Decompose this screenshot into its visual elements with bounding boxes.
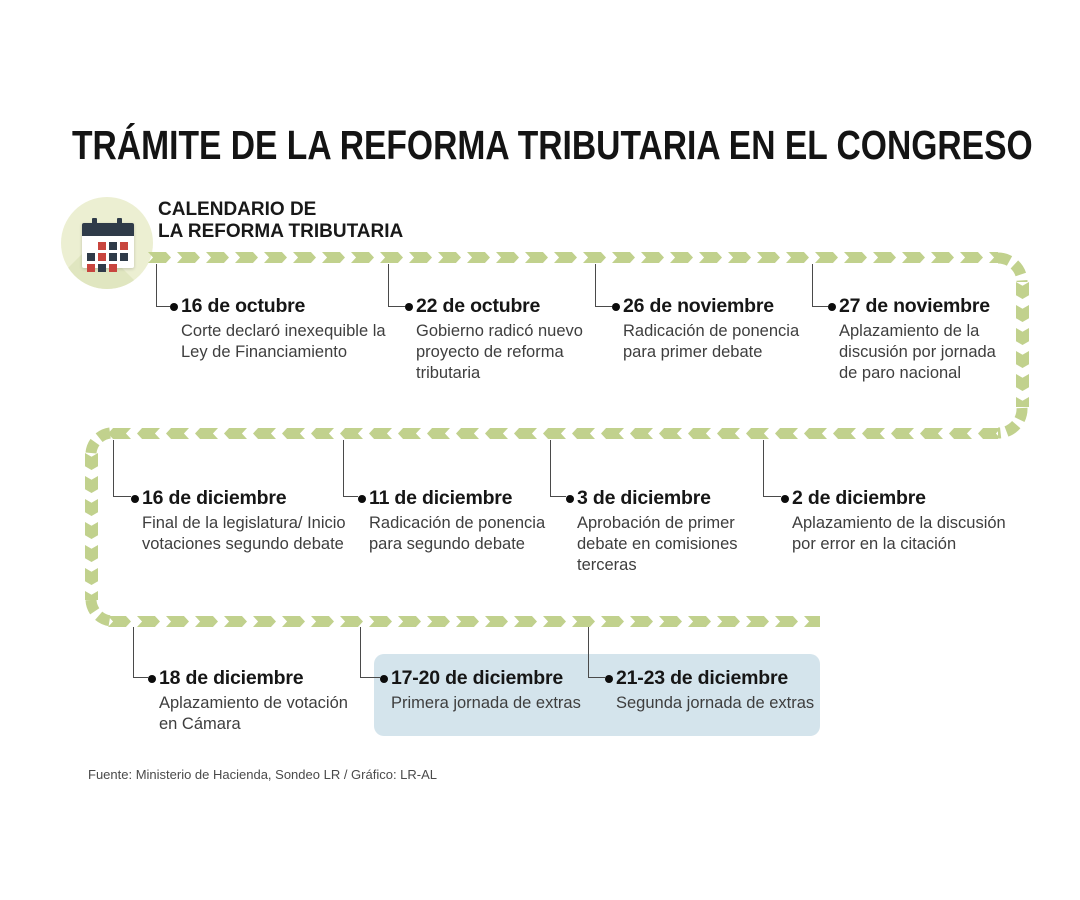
item-description: Final de la legislatura/ Inicio votaciones segundo debate — [142, 514, 346, 553]
item-date: 21-23 de diciembre — [616, 667, 788, 689]
timeline-item-27-noviembre — [828, 295, 1017, 384]
timeline-item-11-diciembre — [358, 487, 564, 555]
bullet-dot — [170, 303, 178, 311]
connector-line — [388, 264, 405, 307]
item-description: Radicación de ponencia para primer debate — [623, 322, 800, 361]
item-description: Aprobación de primer debate en comisiones terceras — [577, 514, 738, 574]
timeline-item-26-noviembre — [612, 295, 818, 363]
item-date: 16 de diciembre — [142, 487, 287, 509]
legend-label-line2: LA REFORMA TRIBUTARIA — [158, 221, 404, 242]
bullet-dot — [148, 675, 156, 683]
item-description: Primera jornada de extras — [391, 694, 581, 712]
timeline-item-16-diciembre — [131, 487, 347, 555]
item-date: 18 de diciembre — [159, 667, 304, 689]
connector-line — [595, 264, 612, 307]
item-description: Aplazamiento de la discusión por jornada de paro nacional — [839, 322, 996, 382]
item-description: Aplazamiento de la discusión por error en la citación — [792, 514, 1006, 553]
item-date: 3 de diciembre — [577, 487, 711, 509]
timeline-item-18-diciembre — [148, 667, 364, 735]
calendar-icon — [61, 197, 153, 289]
item-date: 22 de octubre — [416, 295, 541, 317]
timeline-item-2-diciembre — [781, 487, 1024, 555]
item-date: 16 de octubre — [181, 295, 306, 317]
bullet-dot — [358, 495, 366, 503]
bullet-dot — [781, 495, 789, 503]
item-date: 27 de noviembre — [839, 295, 990, 317]
calendar-header — [82, 223, 134, 236]
timeline-item-3-diciembre — [566, 487, 757, 576]
legend-label-line1: CALENDARIO DE — [158, 199, 317, 220]
bullet-dot — [131, 495, 139, 503]
bullet-dot — [405, 303, 413, 311]
connector-line — [763, 440, 781, 497]
bullet-dot — [566, 495, 574, 503]
connector-line — [133, 627, 148, 678]
calendar-glyph — [82, 223, 134, 268]
item-description: Segunda jornada de extras — [616, 694, 815, 712]
page-title: TRÁMITE DE LA REFORMA TRIBUTARIA EN EL CONGRESO — [72, 122, 1033, 168]
item-date: 26 de noviembre — [623, 295, 774, 317]
calendar-days-grid — [87, 242, 128, 272]
timeline-item-17-20-diciembre — [380, 667, 601, 714]
bullet-dot — [605, 675, 613, 683]
timeline-item-22-octubre — [405, 295, 596, 384]
item-date: 17-20 de diciembre — [391, 667, 563, 689]
timeline-row3-dashes — [108, 616, 820, 627]
item-description: Aplazamiento de votación en Cámara — [159, 694, 348, 733]
timeline-left-dashes — [85, 453, 98, 600]
item-description: Radicación de ponencia para segundo debate — [369, 514, 546, 553]
bullet-dot — [380, 675, 388, 683]
timeline-item-16-octubre — [170, 295, 386, 363]
timeline-row1-dashes — [148, 252, 998, 263]
item-date: 2 de diciembre — [792, 487, 926, 509]
source-credit: Fuente: Ministerio de Hacienda, Sondeo LR / Gráfico: LR-AL — [88, 767, 438, 782]
item-date: 11 de diciembre — [369, 487, 513, 509]
connector-line — [113, 440, 131, 497]
bullet-dot — [828, 303, 836, 311]
legend-label — [158, 199, 403, 243]
connector-line — [156, 264, 170, 307]
timeline-row2-dashes — [108, 428, 998, 439]
bullet-dot — [612, 303, 620, 311]
timeline-item-21-23-diciembre — [605, 667, 831, 714]
item-description: Corte declaró inexequible la Ley de Financiamiento — [181, 322, 386, 361]
timeline-right-dashes — [1016, 282, 1029, 407]
item-description: Gobierno radicó nuevo proyecto de reforma tributaria — [416, 322, 583, 382]
